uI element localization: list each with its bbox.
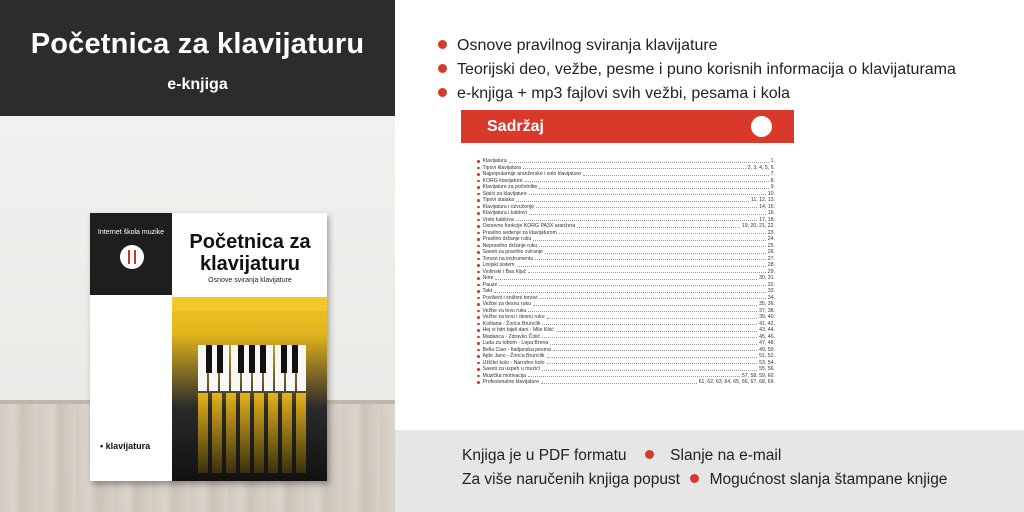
toc-leader [547,361,758,364]
toc-item-page: 34. [767,294,775,301]
bullet-icon [477,375,480,378]
bullet-icon [477,368,480,371]
toc-item-page: 30, 31. [759,275,775,281]
toc-leader [542,368,757,371]
toc-item-name: Vežbe za levu ruku [482,307,527,314]
book-cover [90,213,327,481]
bullet-icon [477,342,480,345]
toc-leader [559,231,766,234]
toc-leader [542,322,757,325]
bullet-icon [477,310,480,313]
toc-leader [525,179,769,182]
bullet-icon [477,206,480,209]
bullet-icon [477,284,480,287]
toc-item-page: 32. [767,281,775,288]
bullet-icon [477,173,480,176]
bullet-icon [477,290,480,293]
bullet-icon [477,271,480,274]
toc-item-page: 61, 62, 63, 64, 65, 66, 67, 68, 69. [698,379,775,385]
piano-black-keys-icon [198,345,306,373]
toc-leader [516,218,757,221]
bullet-icon [477,381,480,384]
bullet-icon [477,193,480,196]
toc-leader [577,225,740,228]
toc-item-name: Pauze [482,281,498,288]
toc-leader [495,277,757,280]
feature-item: Teorijski deo, vežbe, pesme i puno korisnih informacija o klavijaturama [438,61,956,79]
toc-item-page: 7. [770,171,775,177]
toc-item-name: Vrste kablova [482,216,514,223]
toc-item-name: Note [482,275,494,281]
book-school-label: Internet škola muzike [97,229,165,236]
toc-item-name: Linijski sistem [482,262,515,268]
toc-item-name: KORG klavijature [482,177,523,184]
toc-leader [494,290,766,293]
toc-item-page: 28. [767,262,775,268]
bullet-icon [477,329,480,332]
toc-item-name: Osnovne funkcije KORG PA3X aranžera [482,223,576,229]
toc-item-name: Pravilno držanje ruku [482,236,532,242]
toc-item-name: Tonovi na instrumentu [482,255,534,262]
feature-item: Osnove pravilnog sviranja klavijature [438,37,718,55]
toc-leader [499,283,766,286]
school-logo-icon [120,245,144,269]
toc-item-name: Violinski i Bas ključ [482,268,527,275]
toc-leader [556,329,757,332]
toc-item-page: 25. [767,242,775,249]
toc-item-page: 10. [767,190,775,197]
toc-item-name: Takt [482,288,493,294]
toc-title: Sadržaj [487,118,544,135]
toc-item-name: Vežbe za desnu ruku [482,301,531,307]
toc-item-name: Vežbe za levu i desnu ruku [482,314,545,320]
toc-leader [533,238,766,241]
bullet-icon [477,349,480,352]
toc-item-name: Užičko kolo - Narodno kolo [482,359,545,366]
toc-item-page: 17, 18. [759,216,775,223]
bullet-icon [477,277,480,280]
toc-item-page: 1. [770,158,775,164]
toc-item-page: 39, 40. [759,314,775,320]
bullet-icon [477,199,480,202]
toc-row [477,379,775,386]
toc-leader [533,303,757,306]
toc-item-page: 41, 42. [759,320,775,327]
bullet-icon [477,303,480,306]
bullet-icon [477,264,480,267]
toc-item-name: Klavijatura i kablovi [482,210,527,216]
toc-item-page: 23. [767,229,775,236]
toc-leader [528,374,740,377]
toc-leader [523,166,746,169]
info-line-2: Za više naručenih knjiga popust Mogućnost slanja štampane knjige [462,471,948,488]
toc-leader [547,355,758,358]
toc-item-name: Tipovi stalaka [482,197,515,203]
toc-item-name: Stalci za klavijature [482,190,527,197]
school-logo-icon [751,116,772,137]
toc-item-page: 49, 50. [759,346,775,353]
toc-leader [517,264,766,267]
bullet-icon [477,232,480,235]
toc-item-name: Ajde Jano - Žorica Brunclik [482,353,545,359]
feature-item: e-knjiga + mp3 fajlovi svih vežbi, pesama i kola [438,85,790,103]
toc-item-page: 8. [770,177,775,184]
toc-item-page: 45, 46. [759,333,775,340]
toc-header [461,110,794,143]
toc-item-name: Pravilno sedenje za klavijaturom [482,229,557,236]
left-subtitle: e-knjiga [167,76,228,93]
toc-leader [550,342,757,345]
key-shadow-bars [198,393,306,473]
toc-leader [547,316,758,319]
bullet-icon [477,238,480,241]
toc-item-page: 35, 36. [759,301,775,307]
bullet-icon [477,316,480,319]
toc-item-page: 47, 48. [759,340,775,346]
toc-item-page: 19, 20, 21, 22. [741,223,775,229]
toc-item-name: Luda za tobom - Lepa Brena [482,340,549,346]
toc-leader [541,381,697,384]
bullet-icon [477,219,480,222]
toc-item-name: Koštana - Žorica Brunclik [482,320,541,327]
info-line-1: Knjiga je u PDF formatu Slanje na e-mail [462,447,782,464]
toc-item-page: 33. [767,288,775,294]
toc-leader [509,160,769,163]
bullet-icon [477,297,480,300]
bullet-icon [477,355,480,358]
toc-item-page: 2, 3, 4, 5, 6. [747,164,775,171]
toc-leader [539,244,765,247]
toc-list [477,158,775,386]
toc-leader [516,199,749,202]
bullet-icon [477,362,480,365]
toc-item-name: Muzička motivacija [482,372,527,379]
toc-leader [528,270,766,273]
toc-leader [528,309,757,312]
toc-item-name: Klavijatura [482,158,507,164]
toc-item-page: 14, 15. [759,203,775,210]
bullet-icon [477,180,480,183]
toc-leader [545,251,766,254]
toc-item-page: 37, 38. [759,307,775,314]
toc-page [461,110,794,428]
book-art-band [172,297,327,311]
toc-item-name: Tipovi klavijatura [482,164,521,171]
toc-item-page: 26. [767,249,775,255]
toc-item-name: Hej vi hitri bijeli dani - Mile Kitić [482,327,554,333]
book-title: Početnica za klavijaturu [189,231,311,275]
toc-item-page: 16. [767,210,775,216]
bullet-icon [690,474,699,483]
left-header [0,0,395,116]
bottom-band [395,430,1024,512]
toc-item-page: 27. [767,255,775,262]
book-bottom-label: • klavijatura [100,441,151,451]
bullet-icon [477,212,480,215]
bullet-icon [438,88,447,97]
bullet-icon [477,245,480,248]
bullet-icon [477,167,480,170]
toc-leader [540,296,766,299]
toc-item-page: 57, 58, 59, 60. [741,372,775,379]
toc-item-name: Saveti za pravilno sviranje [482,249,543,255]
bullet-icon [645,450,654,459]
toc-item-name: Nepravilno držanje ruku [482,242,538,249]
bullet-icon [477,225,480,228]
bullet-icon [477,251,480,254]
toc-leader [529,192,766,195]
toc-item-name: Klavijatura i ozvučenje [482,203,535,210]
bullet-icon [477,336,480,339]
toc-leader [553,348,757,351]
toc-leader [542,335,757,338]
toc-item-name: Povišeni i sniženi tonovi [482,294,538,301]
toc-item-name: Bella Ciao - Italijanska pesma [482,346,551,353]
bullet-icon [477,186,480,189]
toc-leader [535,257,766,260]
book-subtitle: Osnove sviranja klavijature [208,277,292,284]
toc-item-page: 29. [767,268,775,275]
toc-item-name: Profesionalne klavijature [482,379,540,385]
bullet-icon [477,258,480,261]
bullet-icon [477,160,480,163]
toc-item-page: 24. [767,236,775,242]
toc-item-name: Klavijature za početnike [482,184,538,190]
toc-item-page: 55, 56. [759,366,775,372]
toc-item-name: Najpopularnije aranžerske i solo klavijature [482,171,582,177]
toc-item-name: Saveti za uspeh u muzici [482,366,540,372]
left-panel [0,0,395,512]
toc-item-page: 43, 44. [759,327,775,333]
toc-item-name: Madarica - Zdravko Čolić [482,333,541,340]
left-title: Početnica za klavijaturu [30,28,365,60]
toc-item-page: 11, 12, 13. [750,197,775,203]
toc-leader [539,186,768,189]
bullet-icon [438,64,447,73]
toc-leader [583,173,769,176]
toc-item-page: 51, 52. [759,353,775,359]
toc-item-page: 53, 54. [759,359,775,366]
toc-item-page: 9. [770,184,775,190]
toc-leader [529,212,766,215]
bullet-icon [438,40,447,49]
bullet-icon [477,323,480,326]
toc-leader [536,205,757,208]
